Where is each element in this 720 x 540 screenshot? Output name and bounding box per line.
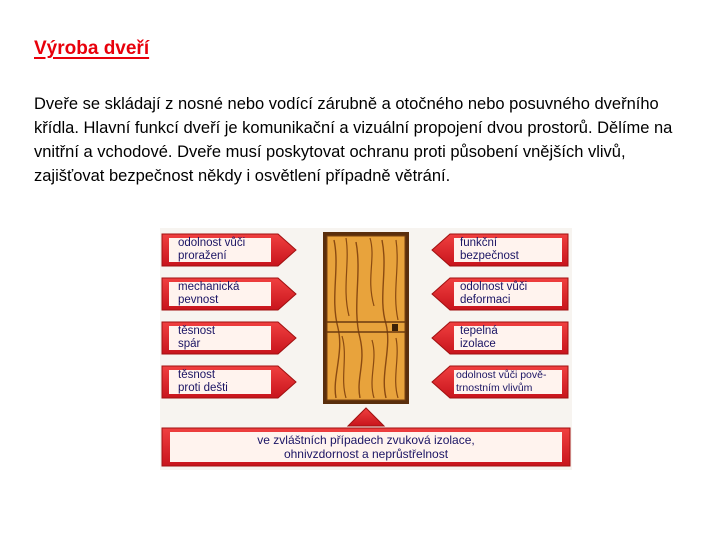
left-label-1: odolnost vůči proražení [178,237,246,262]
page-title: Výroba dveří [34,38,150,59]
right-label-3: tepelná izolace [460,325,498,350]
left-label-4: těsnost proti dešti [178,369,228,394]
right-label-2: odolnost vůči deformaci [460,281,528,306]
right-label-1: funkční bezpečnost [460,237,519,262]
up-arrow [348,408,384,426]
door-requirements-diagram [160,228,572,470]
left-label-3: těsnost spár [178,325,216,350]
left-label-2: mechanická pevnost [178,281,240,306]
door-illustration [323,232,409,404]
right-label-4: odolnost vůči pově- trnostním vlivům [456,369,547,394]
bottom-label: ve zvláštních případech zvuková izolace, ohnivzdornost a neprůstřelnost [257,433,475,461]
intro-paragraph: Dveře se skládají z nosné nebo vodící zárubně a otočného nebo posuvného dveřního křídla. Hlavní funkcí dveří je komunikační a vizuální propojení dvou prostorů. Dělíme na vnitřní a vchodové. Dveře musí poskytovat ochranu proti působení vnějších vlivů, zajišťovat bezpečnost někdy i osvětlení případně větrání. [34,95,673,185]
